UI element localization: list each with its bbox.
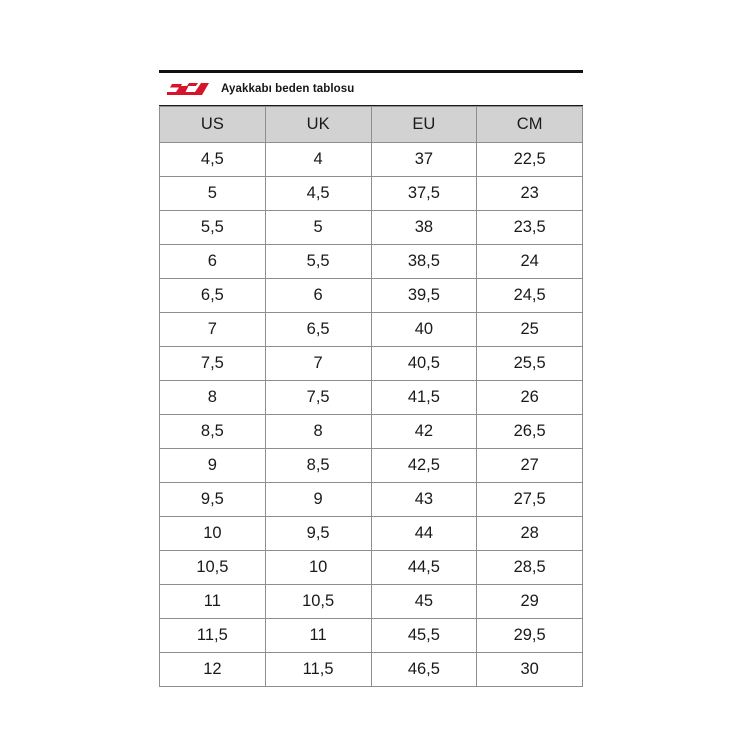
cell-cm: 27,5 [477,483,583,517]
cell-cm: 24,5 [477,279,583,313]
cell-eu: 39,5 [371,279,477,313]
cell-us: 6,5 [160,279,266,313]
cell-uk: 11 [265,619,371,653]
cell-uk: 11,5 [265,653,371,687]
cell-uk: 4,5 [265,177,371,211]
table-row [160,551,583,585]
cell-uk: 8 [265,415,371,449]
cell-us: 9 [160,449,266,483]
cell-uk: 6,5 [265,313,371,347]
cell-us: 9,5 [160,483,266,517]
cell-eu: 45 [371,585,477,619]
table-row [160,177,583,211]
cell-uk: 8,5 [265,449,371,483]
cell-us: 4,5 [160,143,266,177]
size-chart-container [159,70,583,687]
table-header-row [160,107,583,143]
cell-eu: 45,5 [371,619,477,653]
cell-eu: 46,5 [371,653,477,687]
table-row [160,143,583,177]
cell-cm: 24 [477,245,583,279]
cell-eu: 40,5 [371,347,477,381]
cell-cm: 23,5 [477,211,583,245]
cell-cm: 22,5 [477,143,583,177]
cell-uk: 6 [265,279,371,313]
column-header-cm: CM [477,107,583,143]
cell-cm: 29 [477,585,583,619]
cell-eu: 40 [371,313,477,347]
cell-uk: 5 [265,211,371,245]
cell-us: 8,5 [160,415,266,449]
table-row [160,279,583,313]
table-row [160,585,583,619]
cell-eu: 42 [371,415,477,449]
cell-us: 5 [160,177,266,211]
table-row [160,517,583,551]
cell-us: 12 [160,653,266,687]
table-row [160,619,583,653]
table-row [160,483,583,517]
table-row [160,313,583,347]
cell-uk: 7,5 [265,381,371,415]
table-body [160,143,583,687]
cell-us: 10,5 [160,551,266,585]
cell-cm: 27 [477,449,583,483]
cell-uk: 10,5 [265,585,371,619]
cell-us: 7,5 [160,347,266,381]
cell-cm: 26 [477,381,583,415]
column-header-eu: EU [371,107,477,143]
cell-uk: 5,5 [265,245,371,279]
table-row [160,381,583,415]
cell-uk: 7 [265,347,371,381]
size-conversion-table [159,106,583,687]
cell-eu: 37,5 [371,177,477,211]
cell-us: 10 [160,517,266,551]
cell-eu: 43 [371,483,477,517]
cell-cm: 23 [477,177,583,211]
table-row [160,347,583,381]
brand-header [159,73,583,105]
table-row [160,415,583,449]
cell-us: 5,5 [160,211,266,245]
cell-eu: 38 [371,211,477,245]
cell-cm: 26,5 [477,415,583,449]
cell-uk: 4 [265,143,371,177]
cell-us: 11,5 [160,619,266,653]
cell-uk: 9 [265,483,371,517]
table-row [160,653,583,687]
cell-us: 11 [160,585,266,619]
table-row [160,211,583,245]
cell-cm: 25 [477,313,583,347]
cell-cm: 28 [477,517,583,551]
cell-cm: 29,5 [477,619,583,653]
cell-cm: 25,5 [477,347,583,381]
cell-eu: 44 [371,517,477,551]
cell-us: 7 [160,313,266,347]
column-header-us: US [160,107,266,143]
cell-eu: 44,5 [371,551,477,585]
new-balance-nb-logo-icon [165,78,211,100]
table-row [160,449,583,483]
cell-eu: 41,5 [371,381,477,415]
cell-cm: 28,5 [477,551,583,585]
cell-cm: 30 [477,653,583,687]
cell-eu: 38,5 [371,245,477,279]
cell-us: 8 [160,381,266,415]
cell-uk: 9,5 [265,517,371,551]
cell-uk: 10 [265,551,371,585]
table-row [160,245,583,279]
page-title: Ayakkabı beden tablosu [221,83,355,95]
cell-eu: 37 [371,143,477,177]
cell-eu: 42,5 [371,449,477,483]
cell-us: 6 [160,245,266,279]
column-header-uk: UK [265,107,371,143]
